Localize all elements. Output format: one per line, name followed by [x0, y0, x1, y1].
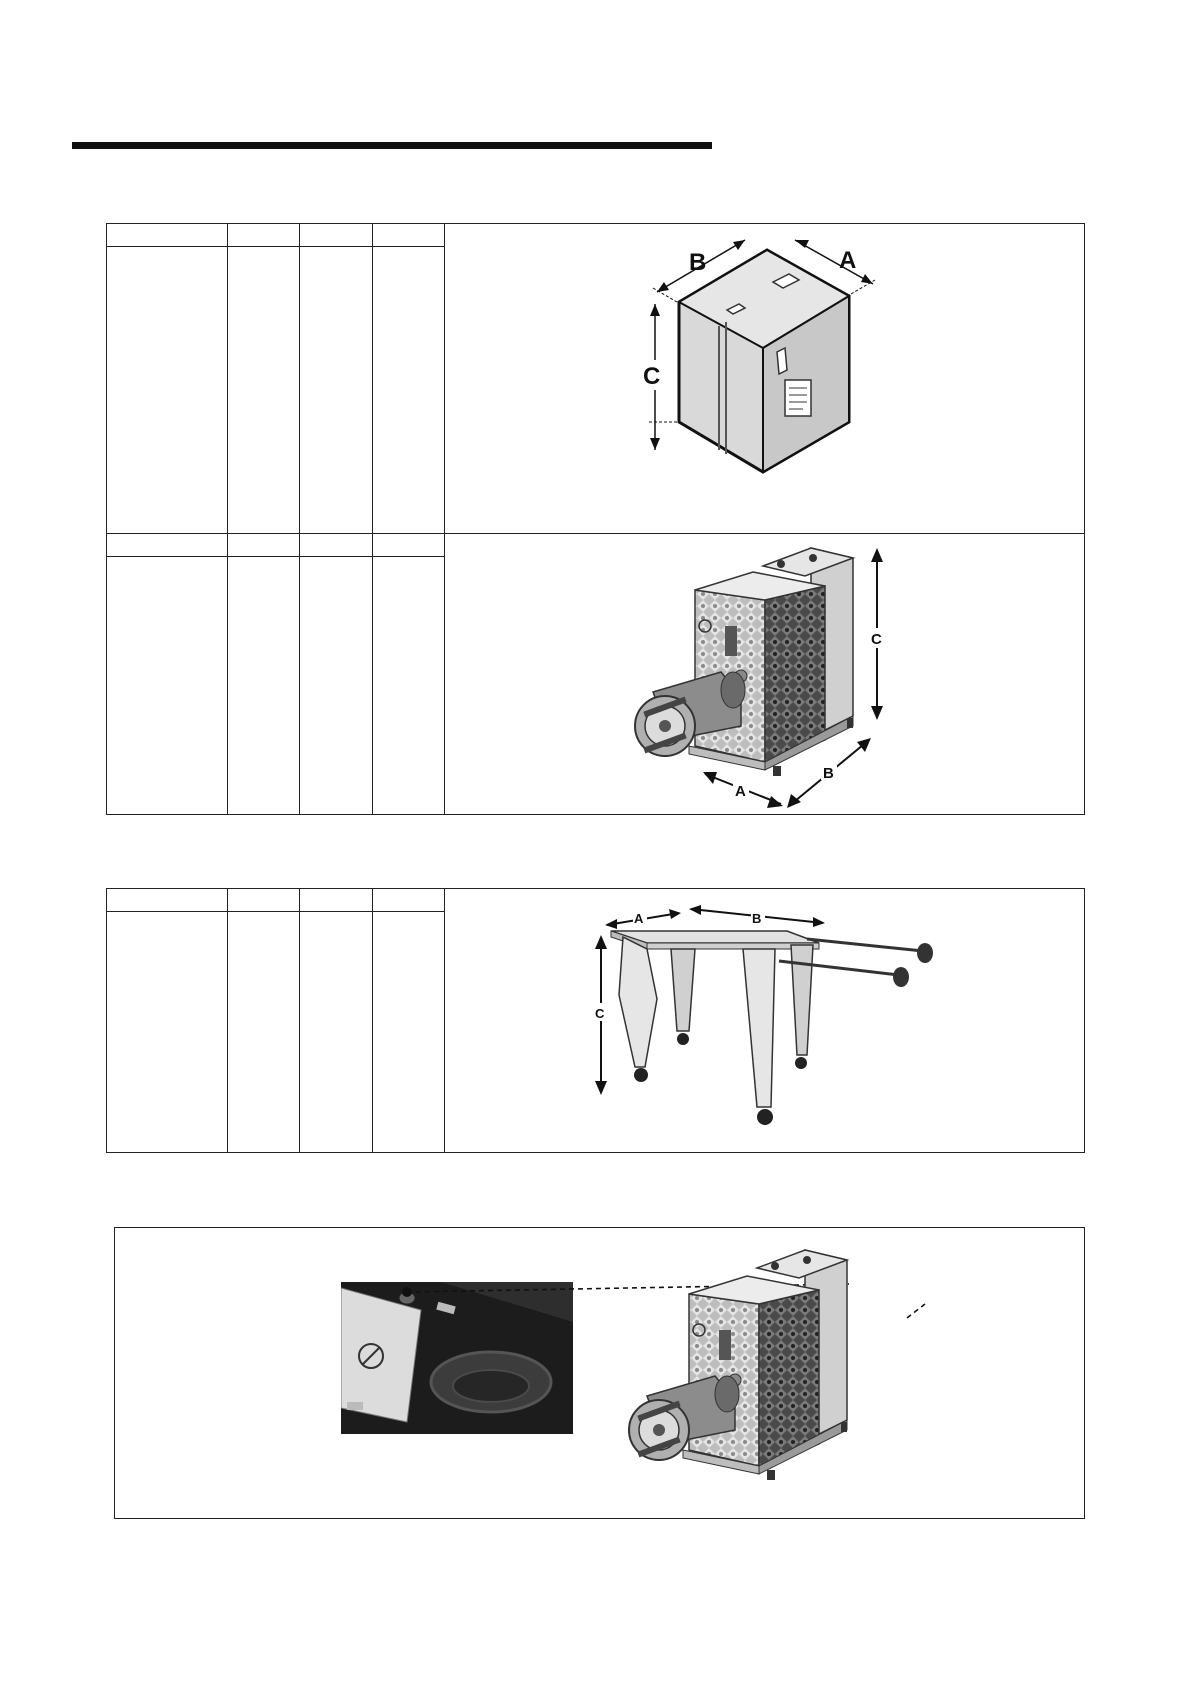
machine-icon	[625, 540, 925, 814]
box-icon	[627, 232, 927, 482]
title-rule	[72, 142, 712, 149]
dimensions-panel-packaged	[106, 223, 1085, 815]
box-dimension-table	[107, 224, 445, 534]
svg-text:A: A	[839, 247, 857, 274]
machine-dimension-table	[107, 534, 445, 814]
svg-text:A: A	[735, 783, 746, 800]
svg-text:B: B	[823, 765, 834, 782]
dimensions-panel-stand	[106, 888, 1085, 1153]
table-stand-icon	[567, 895, 1067, 1151]
svg-text:A: A	[634, 911, 644, 926]
svg-text:C: C	[643, 363, 661, 390]
svg-text:B: B	[689, 249, 707, 276]
svg-text:B: B	[752, 911, 762, 926]
svg-text:C: C	[871, 631, 882, 648]
svg-text:C: C	[595, 1006, 605, 1021]
machine-detail-panel	[114, 1227, 1085, 1519]
machine-icon	[619, 1244, 909, 1514]
stand-dimension-table	[107, 889, 445, 1152]
leader-lines	[115, 1228, 1086, 1520]
